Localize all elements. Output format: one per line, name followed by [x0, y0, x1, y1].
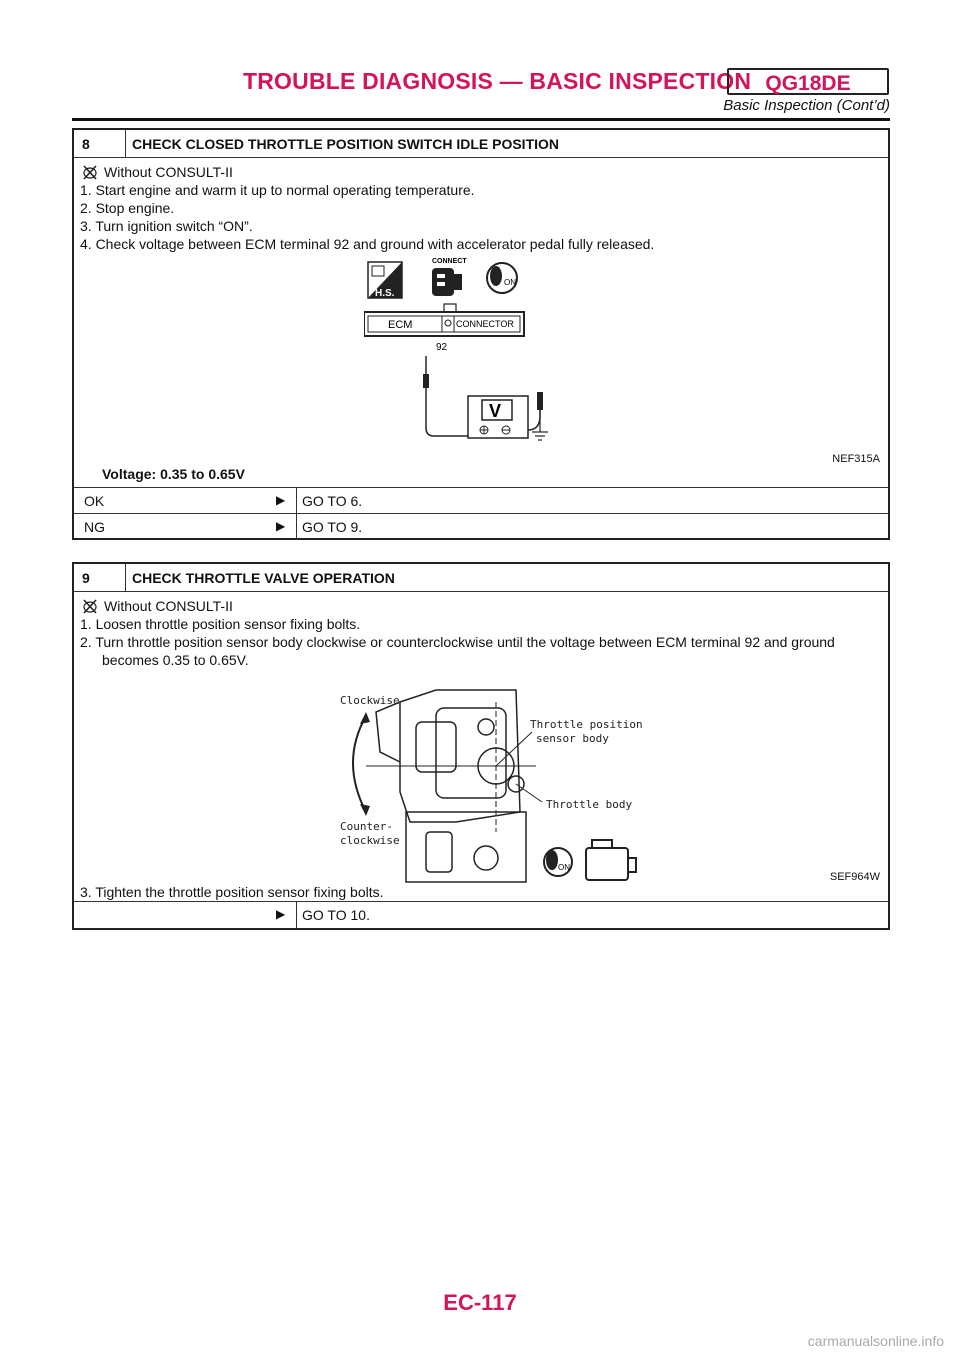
mode-label: Without CONSULT-II — [104, 164, 233, 180]
divider — [125, 130, 126, 157]
mode-label: Without CONSULT-II — [104, 598, 233, 614]
voltage-check-diagram — [364, 256, 564, 446]
engine-code-badge: QG18DE — [727, 68, 889, 95]
engine-icon — [586, 840, 636, 880]
arrow-right-icon: ▶ — [276, 907, 286, 921]
step-title: CHECK THROTTLE VALVE OPERATION — [132, 570, 395, 586]
ground-icon — [532, 410, 548, 440]
ignition-key-icon — [544, 848, 572, 876]
step-8-box — [72, 128, 890, 540]
step-9-content — [74, 592, 888, 902]
counter-label-2: clockwise — [340, 834, 400, 847]
result-row-ng — [74, 513, 888, 540]
svg-text:V: V — [489, 401, 502, 421]
svg-text:CONNECTOR: CONNECTOR — [456, 319, 514, 329]
svg-text:H.S.: H.S. — [375, 288, 395, 299]
connect-icon — [432, 258, 467, 296]
section-subtitle: Basic Inspection (Cont’d) — [723, 97, 890, 114]
instruction-3: 3. Tighten the throttle position sensor fixing bolts. — [80, 884, 384, 900]
instruction-3: 3. Turn ignition switch “ON”. — [80, 218, 253, 234]
result-action: GO TO 9. — [302, 519, 363, 535]
figure-code: NEF315A — [832, 453, 880, 465]
step-9-box — [72, 562, 890, 930]
page-number: EC-117 — [443, 1290, 517, 1315]
arrow-right-icon: ▶ — [276, 519, 286, 533]
arrow-right-icon: ▶ — [276, 493, 286, 507]
step-8-title-row — [74, 130, 888, 158]
step-number: 9 — [82, 570, 90, 586]
svg-text:ECM: ECM — [388, 319, 413, 331]
step-title: CHECK CLOSED THROTTLE POSITION SWITCH IDLE POSITION — [132, 136, 560, 152]
instruction-1: 1. Loosen throttle position sensor fixing bolts. — [80, 616, 361, 632]
terminal-number: 92 — [436, 342, 448, 353]
instruction-2: 2. Turn throttle position sensor body clockwise or counterclockwise until the voltage between ECM terminal 92 and ground — [80, 634, 835, 650]
instruction-4: 4. Check voltage between ECM terminal 92 and ground with accelerator pedal fully released. — [80, 236, 655, 252]
svg-text:ON: ON — [558, 863, 570, 872]
result-row-ok — [74, 487, 888, 514]
tps-label-1: Throttle position — [530, 718, 643, 731]
divider — [125, 564, 126, 591]
instruction-1: 1. Start engine and warm it up to normal operating temperature. — [80, 182, 475, 198]
header-rule — [72, 118, 890, 121]
figure-code: SEF964W — [829, 871, 880, 883]
instruction-2-cont: becomes 0.35 to 0.65V. — [102, 652, 249, 668]
throttle-body-label: Throttle body — [546, 798, 633, 811]
spec-value: Voltage: 0.35 to 0.65V — [102, 466, 245, 482]
step-number: 8 — [82, 136, 90, 152]
tps-label-2: sensor body — [536, 732, 609, 745]
no-consult-icon — [82, 164, 98, 180]
ecm-connector — [364, 304, 524, 336]
voltmeter-icon — [468, 396, 528, 438]
counter-label-1: Counter- — [340, 820, 393, 833]
hs-icon — [368, 262, 402, 299]
instruction-2: 2. Stop engine. — [80, 200, 175, 216]
result-label: NG — [84, 519, 105, 535]
step-8-content — [74, 158, 888, 488]
no-consult-icon — [82, 598, 98, 614]
result-action: GO TO 6. — [302, 493, 363, 509]
step-9-title-row — [74, 564, 888, 592]
watermark: carmanualsonline.info — [807, 1333, 944, 1349]
throttle-body-diagram — [336, 672, 646, 892]
section-title: TROUBLE DIAGNOSIS — BASIC INSPECTION — [243, 68, 752, 94]
result-action: GO TO 10. — [302, 907, 370, 923]
svg-text:CONNECT: CONNECT — [432, 258, 467, 265]
result-label: OK — [84, 493, 105, 509]
svg-text:ON: ON — [504, 278, 516, 287]
clockwise-label: Clockwise — [340, 694, 400, 707]
ignition-key-icon — [487, 263, 517, 293]
result-row — [74, 901, 888, 928]
